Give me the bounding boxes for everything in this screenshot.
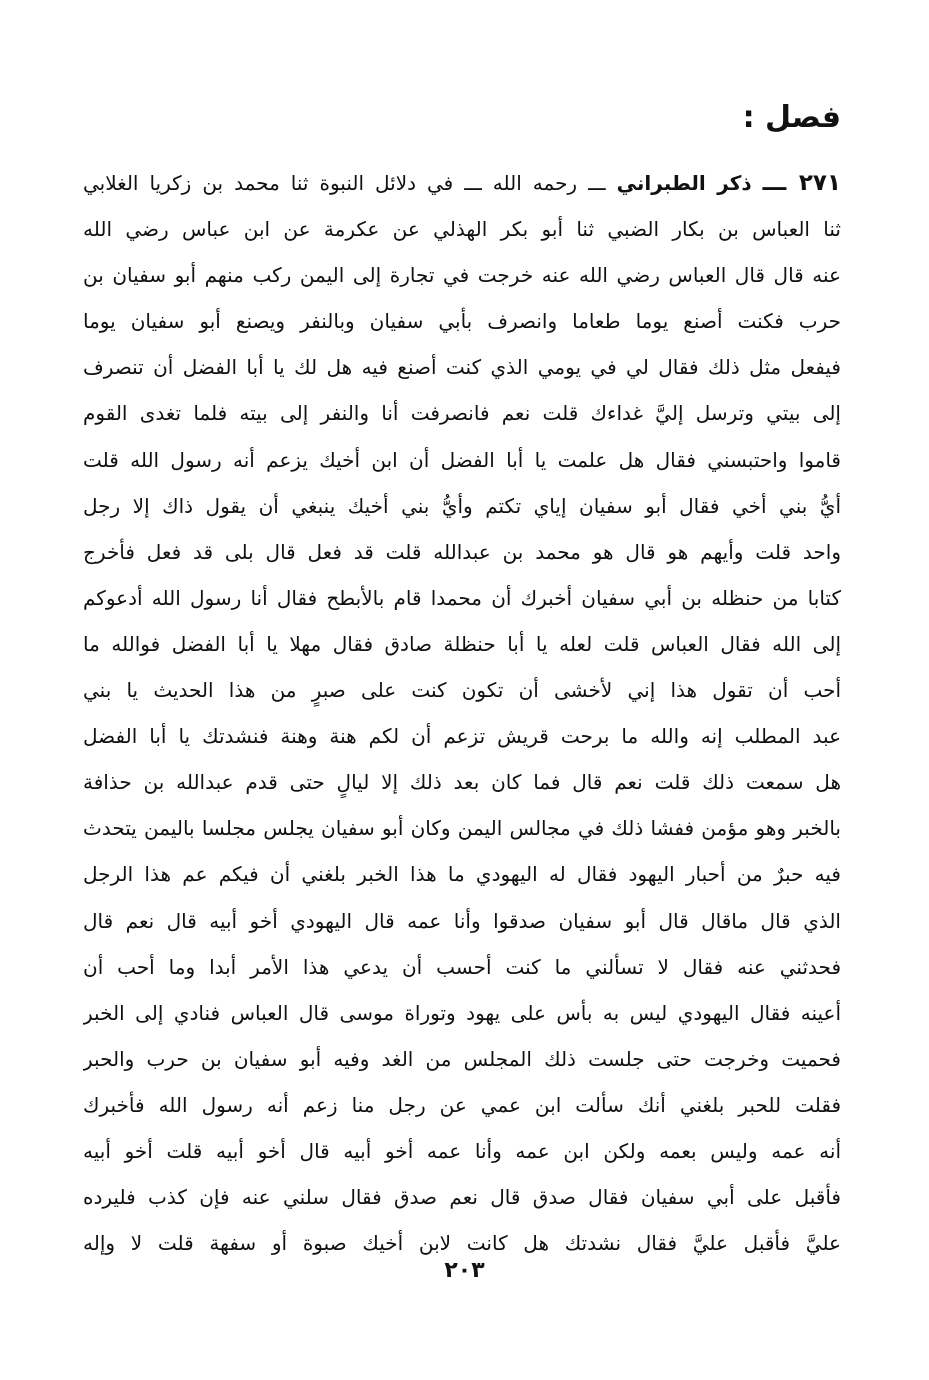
text-line: أنه عمه وليس بعمه ولكن ابن عمه وأنا عمه أخو أبيه قال أخو أبيه قلت أخو أبيه <box>83 1138 841 1163</box>
hadith-intro: ـــ رحمه الله ـــ في دلائل النبوة ثنا محمد بن زكريا الغلابي <box>83 171 606 195</box>
text-line: فحميت وخرجت حتى جلست ذلك المجلس من الغد وفيه أبو سفيان بن حرب والحبر <box>83 1046 841 1071</box>
text-line: عنه قال قال العباس رضي الله عنه خرجت في تجارة إلى اليمن ركب منهم أبو سفيان بن <box>83 263 841 288</box>
text-line: بالخبر وهو مؤمن ففشا ذلك في مجالس اليمن وكان أبو سفيان يجلس مجلسا باليمن يتحدث <box>83 816 841 841</box>
text-line: عليَّ فأقبل عليَّ فقال نشدتك هل كانت لابن أخيك صبوة أو سفهة قلت لا وإله <box>83 1231 841 1256</box>
text-line: الذي قال ماقال قال أبو سفيان صدقوا وأنا عمه قال اليهودي أخو أبيه قال نعم قال <box>83 908 841 933</box>
text-line: عبد المطلب إنه والله ما برحت قريش تزعم أن لكم هنة وهنة فنشدتك يا أبا الفضل <box>83 724 841 749</box>
text-line: فحدثني عنه فقال لا تسألني ما كنت أحسب أن يدعي هذا الأمر أبدا وما أحب أن <box>83 954 841 979</box>
text-line: فيه حبرٌ من أحبار اليهود فقال له اليهودي ما هذا الخبر بلغني أن فيكم عم هذا الرجل <box>83 862 841 887</box>
text-line: واحد قلت وأيهم هو قال هو محمد بن عبدالله قلت قد فعل قال بلى قد فعل فأخرج <box>83 539 841 564</box>
section-heading: فصل : <box>742 100 841 135</box>
hadith-number: ٢٧١ ـــ <box>762 170 841 196</box>
text-line: قاموا واحتبسني فقال هل علمت يا أبا الفضل أن ابن أخيك يزعم أنه رسول الله قلت <box>83 447 841 472</box>
text-line: أعينه فقال اليهودي ليس به بأس على يهود وتوراة موسى قال العباس فنادي إلى الخبر <box>83 1000 841 1025</box>
text-line: حرب فكنت أصنع يوما طعاما وانصرف بأبي سفيان وبالنفر ويصنع أبو سفيان يوما <box>83 309 841 334</box>
text-line: فقلت للحبر بلغني أنك سألت ابن عمي عن رجل منا زعم أنه رسول الله فأخبرك <box>83 1092 841 1117</box>
text-line-first <box>83 160 841 206</box>
text-line: أحب أن تقول هذا إني لأخشى أن تكون كنت على صبرٍ من هذا الحديث يا بني <box>83 678 841 703</box>
text-line: فأقبل على أبي سفيان فقال صدق قال نعم صدق فقال سلني عنه فإن كذب فليرده <box>83 1185 841 1210</box>
text-line: أيُّ بني أخي فقال أبو سفيان إياي تكتم وأيُّ بني أخيك ينبغي أن يقول ذاك إلا رجل <box>83 493 841 518</box>
hadith-author: ذكر الطبراني <box>616 171 752 195</box>
text-line: إلى بيتي وترسل إليَّ غداءك قلت نعم فانصرفت أنا والنفر إلى بيته فلما تغدى القوم <box>83 401 841 426</box>
text-line: كتابا من حنظله بن أبي سفيان أخبرك أن محمدا قام بالأبطح فقال أنا رسول الله أدعوكم <box>83 585 841 610</box>
text-line: ثنا العباس بن بكار الضبي ثنا أبو بكر الهذلي عن عكرمة عن ابن عباس رضي الله <box>83 217 841 242</box>
text-line: إلى الله فقال العباس قلت لعله يا أبا حنظلة صادق فقال مهلا يا أبا الفضل فوالله ما <box>83 631 841 656</box>
text-line: فيفعل مثل ذلك فقال لي في يومي الذي كنت أصنع فيه هل لك يا أبا الفضل أن تنصرف <box>83 355 841 380</box>
page-number: ٢٠٣ <box>444 1258 485 1283</box>
body-text <box>83 160 841 1266</box>
text-line: هل سمعت ذلك قلت نعم قال فما كان بعد ذلك إلا ليالٍ حتى قدم عبدالله بن حذافة <box>83 770 841 795</box>
